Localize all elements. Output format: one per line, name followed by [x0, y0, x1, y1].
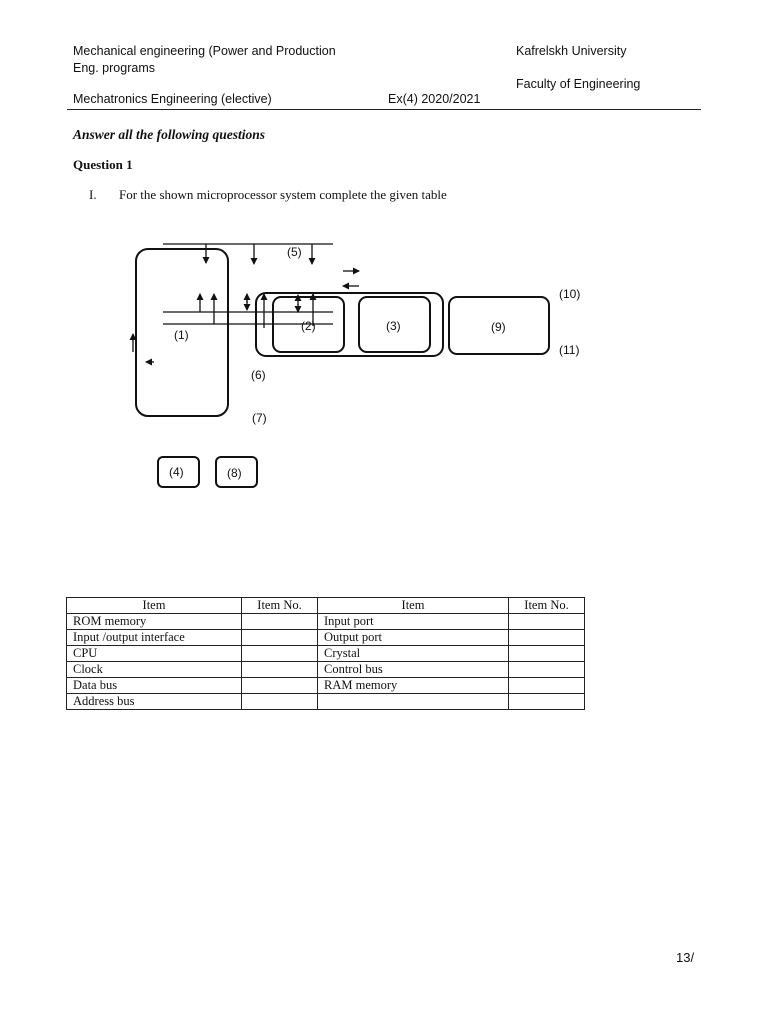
cell-item: Control bus: [318, 662, 509, 678]
label-3: (3): [386, 319, 401, 333]
table-row: [67, 630, 585, 646]
label-11: (11): [559, 343, 580, 357]
header-program-line1: Mechanical engineering (Power and Production: [73, 44, 336, 58]
label-6: (6): [251, 368, 266, 382]
cell-item-no[interactable]: [509, 614, 585, 630]
question-item-number: I.: [89, 187, 97, 202]
table-row: [67, 662, 585, 678]
col-header-item-left: Item: [67, 598, 242, 614]
cell-item: Input /output interface: [67, 630, 242, 646]
col-header-itemno-right: Item No.: [509, 598, 585, 614]
col-header-itemno-left: Item No.: [242, 598, 318, 614]
col-header-item-right: Item: [318, 598, 509, 614]
cell-item-no[interactable]: [509, 630, 585, 646]
cell-item: CPU: [67, 646, 242, 662]
cell-item-no[interactable]: [242, 678, 318, 694]
label-2: (2): [301, 319, 316, 333]
cell-item: Address bus: [67, 694, 242, 710]
cell-item: Crystal: [318, 646, 509, 662]
cell-item-no[interactable]: [509, 678, 585, 694]
header-university: Kafrelskh University: [516, 44, 627, 58]
label-7: (7): [252, 411, 267, 425]
table-row: [67, 614, 585, 630]
cell-item: Data bus: [67, 678, 242, 694]
cell-item: [318, 694, 509, 710]
cell-item-no[interactable]: [509, 694, 585, 710]
cell-item-no[interactable]: [242, 614, 318, 630]
header-course-name: Mechatronics Engineering (elective): [73, 92, 272, 106]
header-program-line2: Eng. programs: [73, 61, 155, 75]
question-title: Question 1: [73, 157, 133, 172]
label-9: (9): [491, 320, 506, 334]
page-number: 13/: [676, 950, 695, 965]
cell-item: ROM memory: [67, 614, 242, 630]
table-row: [67, 646, 585, 662]
header-faculty: Faculty of Engineering: [516, 77, 641, 91]
cell-item-no[interactable]: [509, 662, 585, 678]
cell-item-no[interactable]: [242, 694, 318, 710]
table-row: [67, 694, 585, 710]
cell-item-no[interactable]: [242, 646, 318, 662]
question-item-text: For the shown microprocessor system complete the given table: [119, 187, 447, 202]
cell-item-no[interactable]: [242, 662, 318, 678]
label-8: (8): [227, 466, 242, 480]
header-exam-year: Ex(4) 2020/2021: [388, 92, 481, 106]
table-header-row: [67, 598, 585, 614]
label-10: (10): [559, 287, 581, 301]
cell-item: RAM memory: [318, 678, 509, 694]
cell-item: Clock: [67, 662, 242, 678]
label-4: (4): [169, 465, 184, 479]
label-5: (5): [287, 245, 302, 259]
cell-item-no[interactable]: [242, 630, 318, 646]
label-1: (1): [174, 328, 189, 342]
items-table: [66, 597, 585, 710]
instruction-text: Answer all the following questions: [73, 127, 266, 142]
cell-item: Output port: [318, 630, 509, 646]
cell-item: Input port: [318, 614, 509, 630]
cell-item-no[interactable]: [509, 646, 585, 662]
table-row: [67, 678, 585, 694]
